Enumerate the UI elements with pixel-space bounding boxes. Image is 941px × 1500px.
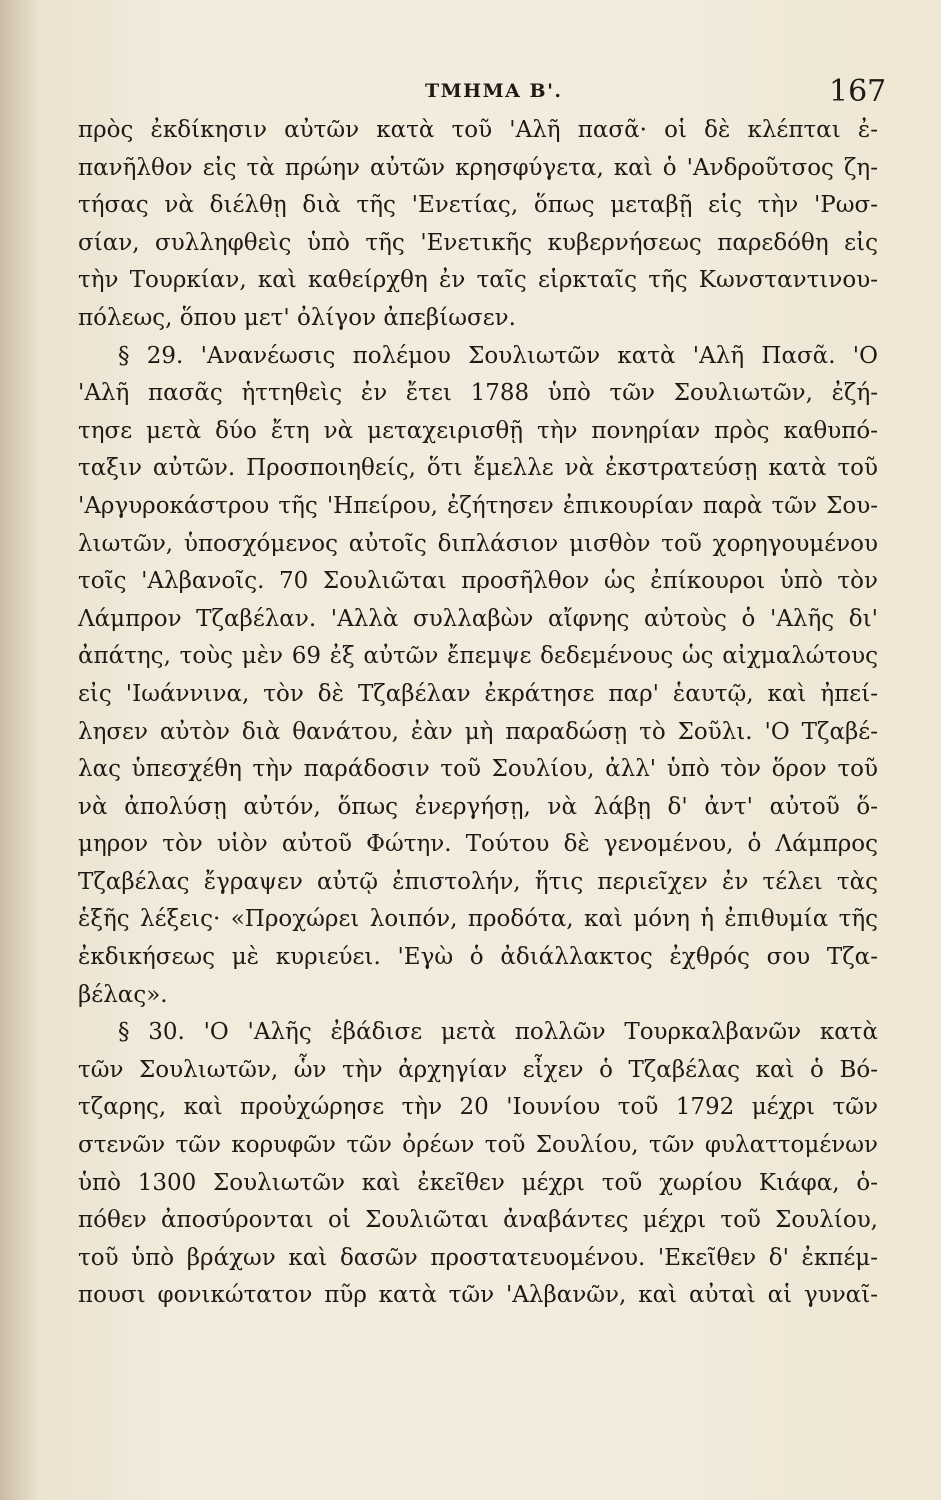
text-line: πανῆλθον εἰς τὰ πρώην αὐτῶν κρησφύγετα, καὶ ὁ 'Ανδροῦτσος ζη-	[78, 154, 878, 181]
text-line: τήσας νὰ διέλθῃ διὰ τῆς 'Ενετίας, ὅπως μεταβῇ εἰς τὴν 'Ρωσ-	[78, 192, 878, 219]
text-line: ἐκδικήσεως μὲ κυριεύει. 'Εγὼ ὁ ἀδιάλλακτος ἐχθρός σου Τζα-	[78, 944, 878, 971]
text-line: εἰς 'Ιωάννινα, τὸν δὲ Τζαβέλαν ἐκράτησε παρ' ἑαυτῷ, καὶ ἠπεί-	[78, 680, 878, 707]
text-line: Λάμπρον Τζαβέλαν. 'Αλλὰ συλλαβὼν αἴφνης αὐτοὺς ὁ 'Αλῆς δι'	[78, 605, 878, 632]
text-line: πρὸς ἐκδίκησιν αὐτῶν κατὰ τοῦ 'Αλῆ πασᾶ· οἱ δὲ κλέπται ἐ-	[78, 117, 878, 143]
text-line: ὑπὸ 1300 Σουλιωτῶν καὶ ἐκεῖθεν μέχρι τοῦ χωρίου Κιάφα, ὁ-	[78, 1169, 878, 1196]
text-line: τοῖς 'Αλβανοῖς. 70 Σουλιῶται προσῆλθον ὡς ἐπίκουροι ὑπὸ τὸν	[78, 568, 878, 595]
text-line: τοῦ ὑπὸ βράχων καὶ δασῶν προστατευομένου. 'Εκεῖθεν δ' ἐκπέμ-	[78, 1244, 878, 1271]
text-line: λας ὑπεσχέθη τὴν παράδοσιν τοῦ Σουλίου, ἀλλ' ὑπὸ τὸν ὅρον τοῦ	[78, 756, 878, 783]
section-heading-29: § 29. 'Ανανέωσις πολέμου Σουλιωτῶν κατὰ 'Αλῆ Πασᾶ. 'Ο	[118, 342, 878, 369]
text-line: μηρον τὸν υἱὸν αὐτοῦ Φώτην. Τούτου δὲ γενομένου, ὁ Λάμπρος	[78, 831, 878, 858]
text-line: ἑξῆς λέξεις· «Προχώρει λοιπόν, προδότα, καὶ μόνη ἡ ἐπιθυμία τῆς	[78, 906, 878, 933]
text-line: λησεν αὐτὸν διὰ θανάτου, ἐὰν μὴ παραδώσῃ τὸ Σοῦλι. 'Ο Τζαβέ-	[78, 718, 878, 745]
text-line: σίαν, συλληφθεὶς ὑπὸ τῆς 'Ενετικῆς κυβερνήσεως παρεδόθη εἰς	[78, 229, 878, 256]
text-line: στενῶν τῶν κορυφῶν τῶν ὀρέων τοῦ Σουλίου, τῶν φυλαττομένων	[78, 1132, 878, 1159]
body-text	[78, 112, 878, 1315]
text-line: Τζαβέλας ἔγραψεν αὐτῷ ἐπιστολήν, ἥτις περιεῖχεν ἐν τέλει τὰς	[78, 868, 878, 895]
text-line: βέλας».	[78, 981, 168, 1008]
page-gutter-shadow	[0, 0, 38, 1500]
page-number: 167	[829, 74, 887, 109]
text-line: πόλεως, ὅπου μετ' ὀλίγον ἀπεβίωσεν.	[78, 304, 516, 331]
text-line: τησε μετὰ δύο ἔτη νὰ μεταχειρισθῇ τὴν πονηρίαν πρὸς καθυπό-	[78, 417, 878, 444]
text-line: 'Αλῆ πασᾶς ἡττηθεὶς ἐν ἔτει 1788 ὑπὸ τῶν Σουλιωτῶν, ἐζή-	[78, 380, 878, 407]
section-heading-30: § 30. 'Ο 'Αλῆς ἐβάδισε μετὰ πολλῶν Τουρκαλβανῶν κατὰ	[118, 1019, 878, 1046]
text-line: τὴν Τουρκίαν, καὶ καθείρχθη ἐν ταῖς εἱρκταῖς τῆς Κωνσταντινου-	[78, 267, 878, 294]
running-head: ΤΜΗΜΑ Β'.	[425, 80, 563, 102]
text-line: 'Αργυροκάστρου τῆς 'Ηπείρου, ἐζήτησεν ἐπικουρίαν παρὰ τῶν Σου-	[78, 492, 878, 519]
page-header	[0, 72, 941, 112]
text-line: ταξιν αὐτῶν. Προσποιηθείς, ὅτι ἔμελλε νὰ ἐκστρατεύσῃ κατὰ τοῦ	[78, 455, 878, 482]
text-line: τῶν Σουλιωτῶν, ὧν τὴν ἀρχηγίαν εἶχεν ὁ Τζαβέλας καὶ ὁ Βό-	[78, 1056, 878, 1083]
text-line: νὰ ἀπολύσῃ αὐτόν, ὅπως ἐνεργήσῃ, νὰ λάβῃ δ' ἀντ' αὐτοῦ ὅ-	[78, 793, 878, 820]
text-line: πουσι φονικώτατον πῦρ κατὰ τῶν 'Αλβανῶν, καὶ αὐταὶ αἱ γυναῖ-	[78, 1282, 878, 1309]
text-line: ἀπάτης, τοὺς μὲν 69 ἐξ αὐτῶν ἔπεμψε δεδεμένους ὡς αἰχμαλώτους	[78, 643, 878, 670]
text-line: λιωτῶν, ὑποσχόμενος αὐτοῖς διπλάσιον μισθὸν τοῦ χορηγουμένου	[78, 530, 878, 557]
text-line: τζαρης, καὶ προὐχώρησε τὴν 20 'Ιουνίου τοῦ 1792 μέχρι τῶν	[78, 1094, 878, 1121]
text-line: πόθεν ἀποσύρονται οἱ Σουλιῶται ἀναβάντες μέχρι τοῦ Σουλίου,	[78, 1207, 878, 1234]
